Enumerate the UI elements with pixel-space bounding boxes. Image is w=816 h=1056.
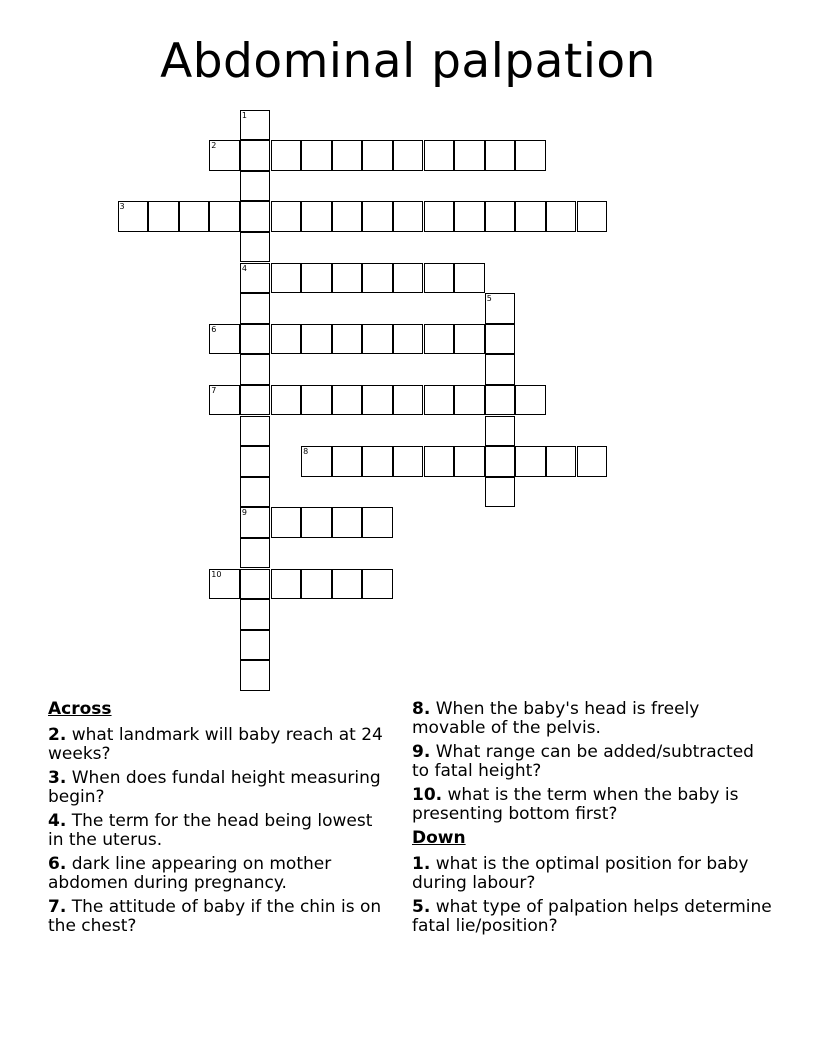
cell-number: 7 — [211, 385, 217, 395]
grid-cell[interactable] — [424, 385, 455, 416]
grid-cell[interactable] — [577, 446, 608, 477]
grid-cell[interactable] — [271, 569, 302, 600]
grid-cell[interactable] — [240, 446, 271, 477]
clue-text: dark line appearing on mother abdomen during pregnancy. — [48, 854, 332, 893]
clue-text: what is the optimal position for baby during labour? — [412, 854, 749, 893]
grid-cell[interactable] — [301, 385, 332, 416]
grid-cell[interactable] — [454, 263, 485, 294]
grid-cell[interactable] — [332, 201, 363, 232]
grid-cell[interactable] — [240, 263, 271, 294]
grid-cell[interactable] — [362, 201, 393, 232]
puzzle-title: Abdominal palpation — [160, 34, 656, 89]
grid-cell[interactable] — [424, 446, 455, 477]
grid-cell[interactable] — [240, 232, 271, 263]
across-heading: Across — [48, 699, 112, 719]
clue-text: The term for the head being lowest in the uterus. — [48, 811, 373, 850]
across-clue — [48, 898, 393, 936]
grid-cell[interactable] — [424, 263, 455, 294]
grid-cell[interactable] — [515, 140, 546, 171]
grid-cell[interactable] — [301, 324, 332, 355]
grid-cell[interactable] — [179, 201, 210, 232]
grid-cell[interactable] — [240, 110, 271, 141]
grid-cell[interactable] — [332, 446, 363, 477]
grid-cell[interactable] — [454, 385, 485, 416]
grid-cell[interactable] — [209, 140, 240, 171]
grid-cell[interactable] — [454, 446, 485, 477]
grid-cell[interactable] — [301, 446, 332, 477]
grid-cell[interactable] — [546, 446, 577, 477]
grid-cell[interactable] — [240, 507, 271, 538]
cell-number: 4 — [241, 263, 247, 273]
grid-cell[interactable] — [301, 507, 332, 538]
grid-cell[interactable] — [301, 263, 332, 294]
cell-number: 5 — [486, 294, 492, 304]
cell-number: 8 — [303, 447, 309, 457]
grid-cell[interactable] — [148, 201, 179, 232]
grid-cell[interactable] — [393, 446, 424, 477]
clue-text: what landmark will baby reach at 24 weeks? — [48, 725, 383, 764]
grid-cell[interactable] — [332, 140, 363, 171]
down-clue — [412, 898, 772, 936]
clue-number: 2. — [48, 725, 67, 745]
clue-text: When the baby's head is freely movable of the pelvis. — [412, 699, 700, 738]
across-clue — [48, 812, 393, 850]
clue-number: 6. — [48, 854, 67, 874]
grid-cell[interactable] — [118, 201, 149, 232]
grid-cell[interactable] — [454, 201, 485, 232]
grid-cell[interactable] — [577, 201, 608, 232]
grid-cell[interactable] — [393, 263, 424, 294]
grid-cell[interactable] — [424, 324, 455, 355]
grid-cell[interactable] — [362, 263, 393, 294]
grid-cell[interactable] — [424, 201, 455, 232]
grid-cell[interactable] — [240, 324, 271, 355]
grid-cell[interactable] — [271, 324, 302, 355]
grid-cell[interactable] — [485, 354, 516, 385]
cell-number: 3 — [119, 202, 125, 212]
grid-cell[interactable] — [240, 630, 271, 661]
grid-cell[interactable] — [271, 140, 302, 171]
grid-cell[interactable] — [393, 324, 424, 355]
across-clue — [412, 743, 772, 781]
grid-cell[interactable] — [362, 140, 393, 171]
grid-cell[interactable] — [209, 385, 240, 416]
clue-number: 1. — [412, 854, 431, 874]
clue-number: 3. — [48, 768, 67, 788]
clue-number: 7. — [48, 897, 67, 917]
grid-cell[interactable] — [454, 324, 485, 355]
grid-cell[interactable] — [393, 201, 424, 232]
grid-cell[interactable] — [362, 385, 393, 416]
grid-cell[interactable] — [301, 140, 332, 171]
grid-cell[interactable] — [332, 569, 363, 600]
down-heading: Down — [412, 828, 466, 848]
clue-text: what type of palpation helps determine fatal lie/position? — [412, 897, 772, 936]
across-clue — [412, 786, 772, 824]
grid-cell[interactable] — [209, 324, 240, 355]
clue-number: 9. — [412, 742, 431, 762]
grid-cell[interactable] — [332, 263, 363, 294]
grid-cell[interactable] — [515, 385, 546, 416]
grid-cell[interactable] — [546, 201, 577, 232]
grid-cell[interactable] — [240, 660, 271, 691]
grid-cell[interactable] — [332, 324, 363, 355]
clue-number: 4. — [48, 811, 67, 831]
cell-number: 6 — [211, 324, 217, 334]
grid-cell[interactable] — [362, 324, 393, 355]
cell-number: 10 — [211, 569, 222, 579]
clues-column-right — [412, 700, 772, 941]
clue-text: The attitude of baby if the chin is on the chest? — [48, 897, 382, 936]
grid-cell[interactable] — [240, 599, 271, 630]
grid-cell[interactable] — [271, 385, 302, 416]
clue-text: What range can be added/subtracted to fatal height? — [412, 742, 754, 781]
cell-number: 1 — [241, 110, 247, 120]
clues-column-left — [48, 700, 393, 941]
grid-cell[interactable] — [362, 446, 393, 477]
grid-cell[interactable] — [209, 201, 240, 232]
grid-cell[interactable] — [240, 293, 271, 324]
grid-cell[interactable] — [515, 201, 546, 232]
clue-number: 8. — [412, 699, 431, 719]
grid-cell[interactable] — [240, 477, 271, 508]
grid-cell[interactable] — [485, 201, 516, 232]
grid-cell[interactable] — [301, 569, 332, 600]
grid-cell[interactable] — [240, 140, 271, 171]
grid-cell[interactable] — [485, 293, 516, 324]
cell-number: 9 — [241, 508, 247, 518]
clue-number: 5. — [412, 897, 431, 917]
grid-cell[interactable] — [424, 140, 455, 171]
grid-cell[interactable] — [209, 569, 240, 600]
grid-cell[interactable] — [240, 538, 271, 569]
grid-cell[interactable] — [301, 201, 332, 232]
clue-text: what is the term when the baby is presenting bottom first? — [412, 785, 739, 824]
grid-cell[interactable] — [393, 140, 424, 171]
grid-cell[interactable] — [332, 385, 363, 416]
grid-cell[interactable] — [240, 385, 271, 416]
grid-cell[interactable] — [515, 446, 546, 477]
grid-cell[interactable] — [240, 354, 271, 385]
grid-cell[interactable] — [485, 385, 516, 416]
across-clue — [412, 700, 772, 738]
grid-cell[interactable] — [240, 569, 271, 600]
grid-cell[interactable] — [362, 569, 393, 600]
grid-cell[interactable] — [271, 507, 302, 538]
clue-number: 10. — [412, 785, 443, 805]
grid-cell[interactable] — [271, 201, 302, 232]
grid-cell[interactable] — [240, 201, 271, 232]
grid-cell[interactable] — [454, 140, 485, 171]
grid-cell[interactable] — [332, 507, 363, 538]
clue-text: When does fundal height measuring begin? — [48, 768, 381, 807]
grid-cell[interactable] — [485, 446, 516, 477]
grid-cell[interactable] — [485, 416, 516, 447]
grid-cell[interactable] — [271, 263, 302, 294]
grid-cell[interactable] — [240, 416, 271, 447]
grid-cell[interactable] — [393, 385, 424, 416]
down-clue — [412, 855, 772, 893]
grid-cell[interactable] — [485, 324, 516, 355]
grid-cell[interactable] — [485, 477, 516, 508]
grid-cell[interactable] — [362, 507, 393, 538]
cell-number: 2 — [211, 141, 217, 151]
across-clue — [48, 726, 393, 764]
across-clue — [48, 769, 393, 807]
grid-cell[interactable] — [485, 140, 516, 171]
grid-cell[interactable] — [240, 171, 271, 202]
across-clue — [48, 855, 393, 893]
